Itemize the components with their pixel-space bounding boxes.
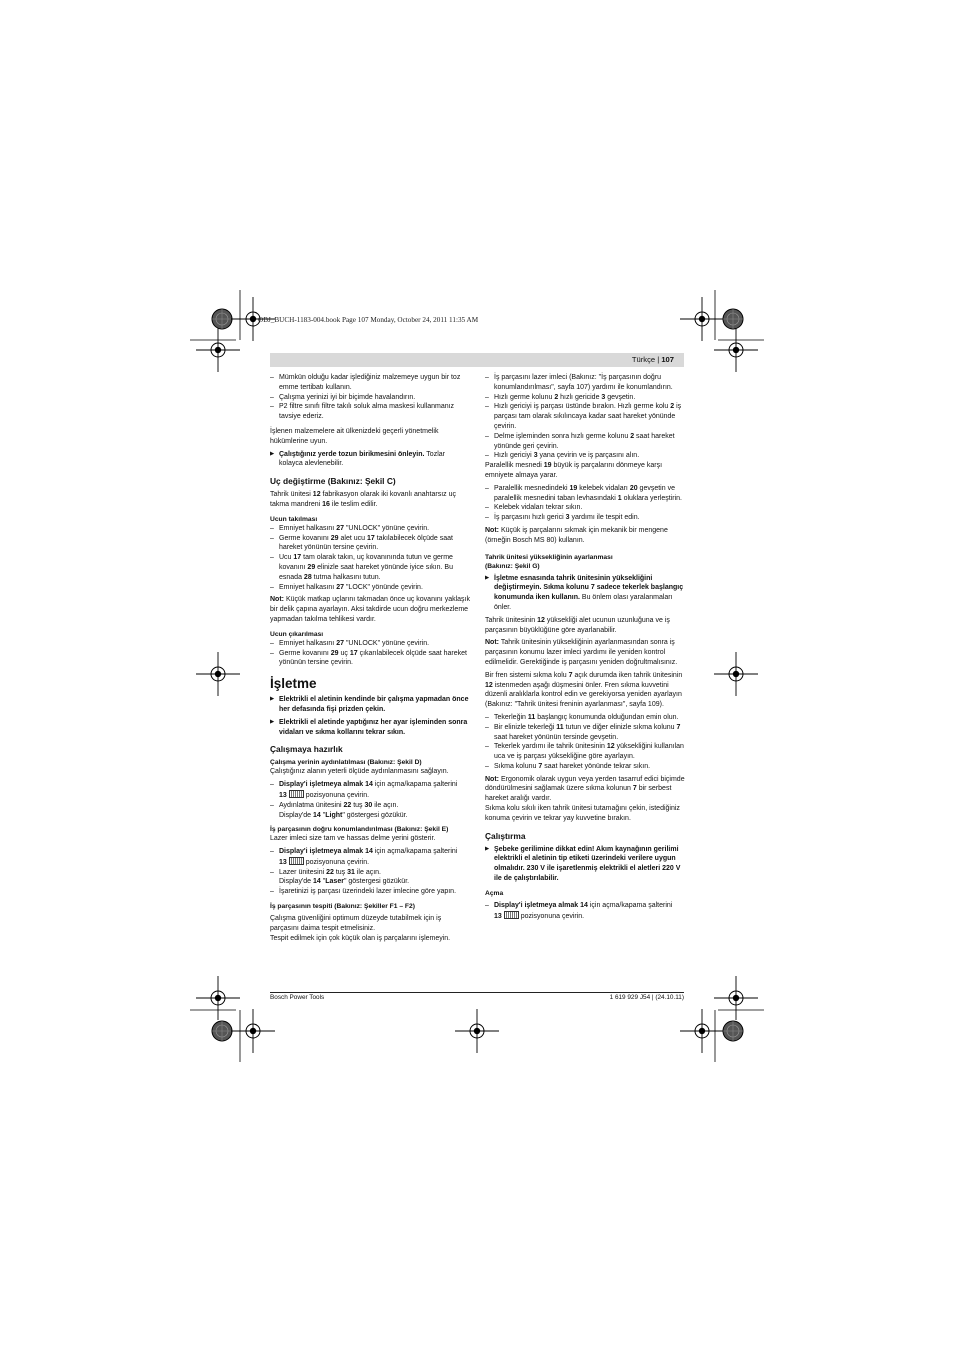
page-header bbox=[632, 355, 674, 364]
header-language: Türkçe bbox=[631, 355, 656, 364]
subheading: İş parçasının doğru konumlandırılması (Bakınız: Şekil E) bbox=[270, 826, 449, 834]
list-item: – Paralellik mesnedindeki 19 kelebek vidaları 20 gevşetin ve paralellik mesnedini taban levhasındaki 1 oluklara yerleştirin. bbox=[485, 484, 685, 504]
page-header-bar bbox=[270, 353, 684, 367]
list-item: – Display'i işletmeya almak 14 için açma/kapama şalterini 13 pozisyonuna çevirin. bbox=[270, 780, 470, 801]
list-item: – Hızlı germe kolunu 2 hızlı gericide 3 gevşetin. bbox=[485, 393, 685, 403]
subheading: (Bakınız: Şekil G) bbox=[485, 562, 540, 570]
list-item: – İş parçasını hızlı gerici 3 yardımı ile tespit edin. bbox=[485, 513, 685, 523]
note: Not: Küçük matkap uçlarını takmadan önce uç kovanını yaklaşık bir delik çapına ayarlayın. Aksi takdirde ucun doğru merkezleme yapmadan takılma tehlikesi vardır. bbox=[270, 596, 470, 623]
left-column bbox=[270, 373, 470, 943]
paragraph: Lazer imleci size tam ve hassas delme yerini gösterir. bbox=[270, 835, 436, 843]
paragraph: Tahrik ünitesinin 12 yüksekliği alet ucunun uzunluğuna ve iş parçasının büyüklüğüne göre ayarlanabilir. bbox=[485, 616, 670, 634]
header-page-number: 107 bbox=[661, 355, 674, 364]
list-item: – Çalışma yerinizi iyi bir biçimde havalandırın. bbox=[270, 393, 470, 403]
paragraph: Çalıştığınız alanın yeterli ölçüde aydınlanmasını sağlayın. bbox=[270, 768, 449, 776]
section-heading: Çalışmaya hazırlık bbox=[270, 744, 343, 755]
warning-item: ▶ Elektrikli el aletinde yaptığınız her ayar işleminden sonra vidaları ve sıkma kollarını tekrar sıkın. bbox=[270, 718, 470, 738]
switch-position-icon bbox=[504, 911, 519, 919]
subheading: Ucun takılması bbox=[270, 515, 318, 523]
paragraph: Tahrik ünitesi 12 fabrikasyon olarak iki kovanlı anahtarsız uç takma mandreni 16 ile teslim edilir. bbox=[270, 491, 456, 508]
list-item: – P2 filtre sınıfı filtre takılı soluk alma maskesi kullanmanız tavsiye ederiz. bbox=[270, 402, 470, 422]
list-item: – Emniyet halkasını 27 "LOCK" yönünde çevirin. bbox=[270, 583, 470, 593]
subheading: Ucun çıkarılması bbox=[270, 630, 324, 638]
subheading: Açma bbox=[485, 889, 504, 897]
list-item: – Tekerlek yardımı ile tahrik ünitesinin 12 yüksekliğini kullanılan uca ve iş parçası yüksekliğine göre ayarlayın. bbox=[485, 742, 685, 762]
list-item: – Mümkün olduğu kadar işlediğiniz malzemeye uygun bir toz emme tertibatı kullanın. bbox=[270, 373, 470, 393]
list-item: – Hızlı gericiyi iş parçası üstünde bırakın. Hızlı germe kolu 2 iş parçası tam olarak sıkılıncaya kadar saat hareket yönünde çevirin. bbox=[485, 402, 685, 431]
note: Not: Küçük iş parçalarını sıkmak için mekanik bir mengene (örneğin Bosch MS 80) kullanın. bbox=[485, 526, 668, 544]
list-item: – Display'i işletmeya almak 14 için açma/kapama şalterini 13 pozisyonuna çevirin. bbox=[270, 847, 470, 868]
list-item: – Tekerleğin 11 başlangıç konumunda olduğundan emin olun. bbox=[485, 713, 685, 723]
list-item: – Aydınlatma ünitesini 22 tuş 30 ile açın. Display'de 14 "Light" göstergesi gözükür. bbox=[270, 801, 470, 821]
list-item: – Emniyet halkasını 27 "UNLOCK" yönüne çevirin. bbox=[270, 524, 470, 534]
footer-brand: Bosch Power Tools bbox=[270, 994, 325, 1001]
book-info-line: OBJ_BUCH-1183-004.book Page 107 Monday, October 24, 2011 11:35 AM bbox=[258, 316, 479, 324]
list-item: – İş parçasını lazer imleci (Bakınız: "İş parçasının doğru konumlandırılması", sayfa 107) yardımı ile konumlandırın. bbox=[485, 373, 685, 393]
note: Not: Ergonomik olarak uygun veya yerden tasarruf edici biçimde döndürülmesini sağlamak üzere sıkma kolunun 7 bir serbest hareket aralığı vardır. bbox=[485, 775, 685, 803]
footer-doc-number: 1 619 929 J54 | (24.10.11) bbox=[609, 994, 684, 1001]
list-item: – Hızlı gericiyi 3 yana çevirin ve iş parçasını alın. bbox=[485, 451, 685, 461]
subheading: Tahrik ünitesi yüksekliğinin ayarlanması bbox=[485, 553, 613, 561]
paragraph: Tespit edilmek için çok küçük olan iş parçalarını işlemeyin. bbox=[270, 934, 451, 942]
paragraph: Çalışma güvenliğini optimum düzeyde tutabilmek için iş parçasını daima tespit etmelisiniz. bbox=[270, 915, 442, 932]
footer-rule bbox=[270, 992, 684, 993]
list-item: – Kelebek vidaları tekrar sıkın. bbox=[485, 503, 685, 513]
subheading: Çalışma yerinin aydınlatılması (Bakınız: Şekil D) bbox=[270, 759, 422, 767]
paragraph: İşlenen malzemelere ait ülkenizdeki geçerli yönetmelik hükümlerine uyun. bbox=[270, 427, 439, 445]
warning-item: ▶ Elektrikli el aletinin kendinde bir çalışma yapmadan önce her defasında fişi prizden çekin. bbox=[270, 695, 470, 715]
warning-item: ▶ Şebeke gerilimine dikkat edin! Akım kaynağının gerilimi elektrikli el aletinin tip etiketi üzerindeki verilere uygun olmalıdır. 230 V ile işaretlenmiş elektrikli el aletleri 220 V ile de çalıştırılabilir. bbox=[485, 845, 685, 884]
paragraph: Sıkma kolu sıkılı iken tahrik ünitesi tutamağını çekin, istediğiniz konuma çevirin ve tekrar yay kuvvetine bırakın. bbox=[485, 805, 680, 822]
header-separator: | bbox=[655, 355, 662, 364]
warning-item: ▶ İşletme esnasında tahrik ünitesinin yüksekliğini değiştirmeyin. Sıkma kolunu 7 sadece tekerlek başlangıç konumunda iken kullanın. Bu önlem olası yaralanmaları önler. bbox=[485, 574, 685, 613]
list-item: – Sıkma kolunu 7 saat hareket yönünde tekrar sıkın. bbox=[485, 762, 685, 772]
chapter-heading: İşletme bbox=[270, 676, 317, 692]
section-heading: Çalıştırma bbox=[485, 830, 526, 841]
list-item: – Display'i işletmeya almak 14 için açma/kapama şalterini 13 pozisyonuna çevirin. bbox=[485, 901, 685, 922]
right-column bbox=[485, 373, 685, 921]
list-item: – Germe kovanını 29 alet ucu 17 takılabilecek ölçüde saat hareket yönünün tersine çevirin. bbox=[270, 534, 470, 554]
list-item: – Delme işleminden sonra hızlı germe kolunu 2 saat hareket yönünde geri çevirin. bbox=[485, 432, 685, 452]
note: Not: Tahrik ünitesinin yüksekliğinin ayarlanmasından sonra iş parçasının konumu lazer imleci yardımı ile yeniden kontrol edilmelidir. Gerektiğinde iş parçasını yeniden doğrultmalısınız. bbox=[485, 639, 678, 666]
paragraph: Paralellik mesnedi 19 büyük iş parçalarını dönmeye karşı emniyete almaya yarar. bbox=[485, 462, 663, 479]
list-item: – Ucu 17 tam olarak takın, uç kovanınında tutun ve germe kovanını 29 elinizle saat hareket yönünde iyice sıkın. Bu esnada 28 tutma halkasını tutun. bbox=[270, 553, 470, 582]
list-item: – Emniyet halkasını 27 "UNLOCK" yönüne çevirin. bbox=[270, 639, 470, 649]
subheading: İş parçasının tespiti (Bakınız: Şekiller F1 – F2) bbox=[270, 903, 415, 911]
switch-position-icon bbox=[289, 857, 304, 865]
list-item: – Bir elinizle tekerleği 11 tutun ve diğer elinizle sıkma kolunu 7 saat hareket yönünün tersinde gevşetin. bbox=[485, 723, 685, 743]
warning-item: ▶ Çalıştığınız yerde tozun birikmesini önleyin. Tozlar kolayca alevlenebilir. bbox=[270, 450, 470, 470]
list-item: – Germe kovanını 29 uç 17 çıkarılabilecek ölçüde saat hareket yönünün tersine çevirin. bbox=[270, 649, 470, 669]
paragraph: Bir fren sistemi sıkma kolu 7 açık durumda iken tahrik ünitesinin 12 istenmeden aşağı düşmesini önler. Fren sıkma kuvvetini düzenli aralıklarla kontrol edin ve gerekiyorsa yeniden ayarlayın (Bakınız: "Tahrik ünitesi freninin ayarlanması", sayfa 109). bbox=[485, 671, 683, 709]
list-item: – Lazer ünitesini 22 tuş 31 ile açın. Display'de 14 "Laser" göstergesi gözükür. bbox=[270, 868, 470, 888]
section-heading: Uç değiştirme (Bakınız: Şekil C) bbox=[270, 476, 396, 487]
list-item: – İşaretinizi iş parçası üzerindeki lazer imlecine göre yapın. bbox=[270, 887, 470, 897]
switch-position-icon bbox=[289, 790, 304, 798]
